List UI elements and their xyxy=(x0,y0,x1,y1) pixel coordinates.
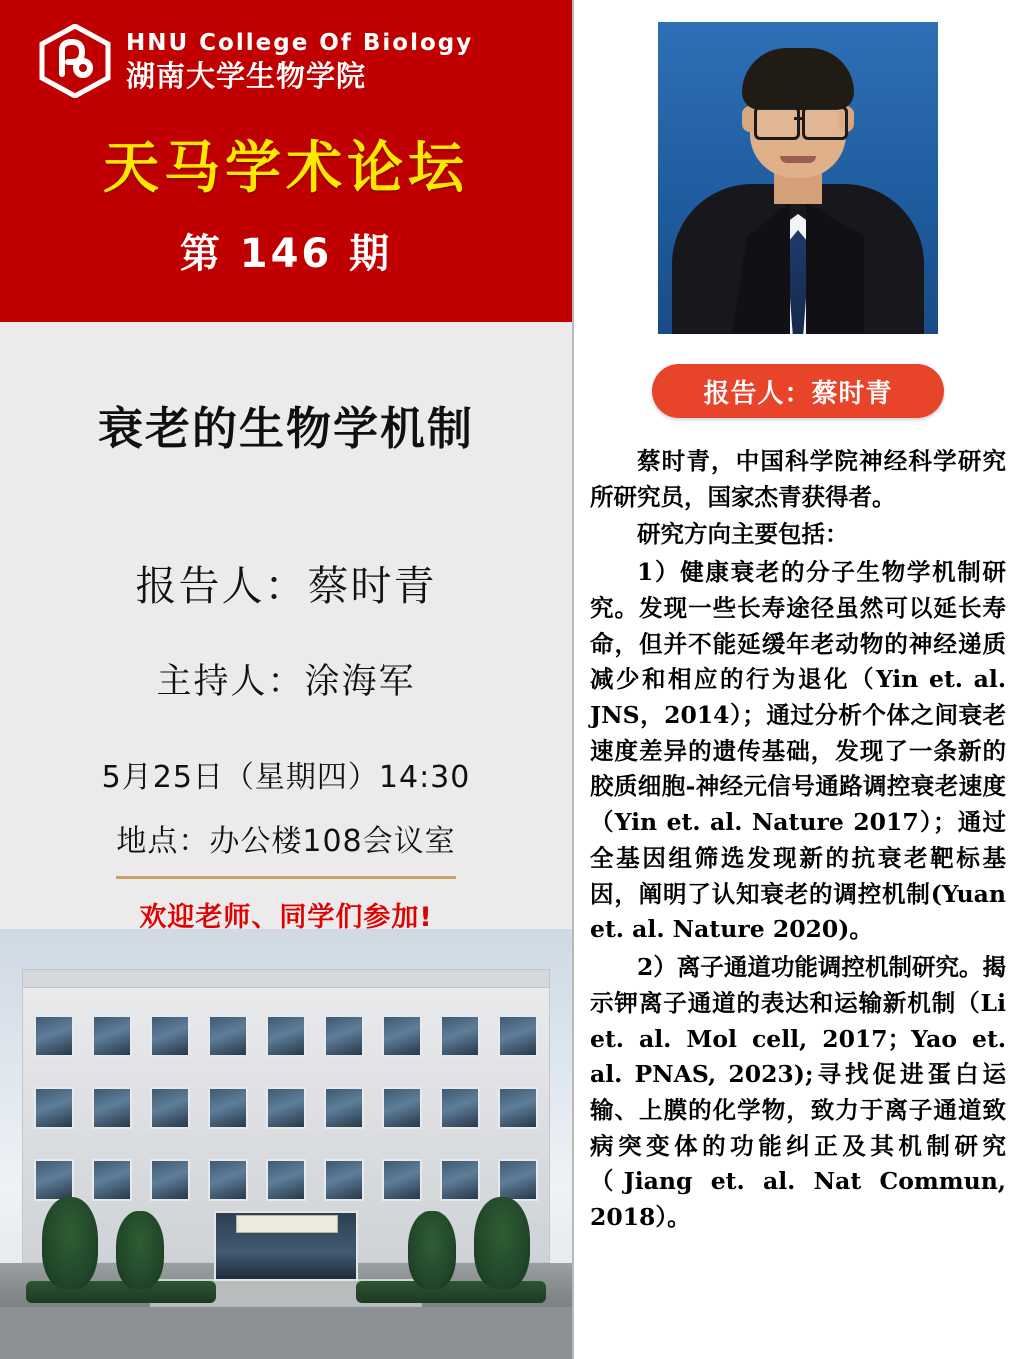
speaker-bio xyxy=(586,444,1010,1236)
window xyxy=(266,1087,306,1129)
window xyxy=(150,1087,190,1129)
poster-right-column xyxy=(572,0,1024,1359)
window xyxy=(382,1159,422,1201)
window xyxy=(440,1159,480,1201)
window xyxy=(324,1087,364,1129)
window xyxy=(150,1015,190,1057)
window xyxy=(208,1015,248,1057)
talk-info xyxy=(0,392,572,934)
bio-paragraph: 2）离子通道功能调控机制研究。揭示钾离子通道的表达和运输新机制（Li et. al. Mol cell, 2017；Yao et. al. PNAS, 2023);寻找促进蛋白运输、上膜的化学物，致力于离子通道致病突变体的功能纠正及其机制研究（Jiang et. al. Nat Commun, 2018）。 xyxy=(590,953,1006,1232)
portrait-glasses-left xyxy=(754,106,800,140)
portrait-glasses-bridge xyxy=(794,117,802,120)
bio-paragraph: 蔡时青，中国科学院神经科学研究所研究员，国家杰青获得者。 xyxy=(590,447,1006,511)
portrait-mouth xyxy=(780,156,816,163)
window-row xyxy=(34,1159,538,1201)
tree xyxy=(408,1211,456,1289)
window xyxy=(382,1087,422,1129)
divider-rule xyxy=(116,876,456,879)
bio-paragraph: 研究方向主要包括： xyxy=(637,520,849,549)
host-line: 主持人：涂海军 xyxy=(156,662,416,702)
talk-title: 衰老的生物学机制 xyxy=(97,402,474,455)
window xyxy=(34,1087,74,1129)
window xyxy=(208,1159,248,1201)
welcome-note: 欢迎老师、同学们参加! xyxy=(139,902,433,933)
window xyxy=(34,1159,74,1201)
window xyxy=(498,1087,538,1129)
window xyxy=(324,1015,364,1057)
building-photo xyxy=(0,929,572,1359)
window xyxy=(498,1159,538,1201)
window xyxy=(92,1015,132,1057)
speaker-portrait xyxy=(658,22,938,334)
window xyxy=(92,1159,132,1201)
portrait-glasses-right xyxy=(802,106,848,140)
window-row xyxy=(34,1087,538,1129)
window xyxy=(266,1159,306,1201)
tree xyxy=(42,1197,98,1289)
logo-text xyxy=(126,31,473,92)
portrait-hair xyxy=(742,48,854,110)
speaker-badge: 报告人：蔡时青 xyxy=(652,364,944,418)
speaker-line: 报告人：蔡时青 xyxy=(135,562,437,610)
window xyxy=(440,1087,480,1129)
window xyxy=(498,1015,538,1057)
window xyxy=(34,1015,74,1057)
window-row xyxy=(34,1015,538,1057)
window xyxy=(150,1159,190,1201)
window xyxy=(208,1087,248,1129)
logo-row xyxy=(0,0,572,98)
window xyxy=(92,1087,132,1129)
hnu-logo-icon xyxy=(38,24,112,98)
window xyxy=(440,1015,480,1057)
window xyxy=(382,1015,422,1057)
tree xyxy=(474,1197,530,1289)
plaza xyxy=(0,1307,572,1359)
window xyxy=(324,1159,364,1201)
bio-paragraph: 1）健康衰老的分子生物学机制研究。发现一些长寿途径虽然可以延长寿命，但并不能延缓年老动物的神经递质减少和相应的行为退化（Yin et. al. JNS，2014）；通过分析个体之间衰老速度差异的遗传基础，发现了一条新的胶质细胞-神经元信号通路调控衰老速度（Yin et. al. Nature 2017）；通过全基因组筛选发现新的抗衰老靶标基因，阐明了认知衰老的调控机制(Yuan et. al. Nature 2020)。 xyxy=(590,558,1006,944)
column-divider xyxy=(572,0,574,1359)
datetime-line: 5月25日（星期四）14:30 xyxy=(101,760,471,795)
window xyxy=(266,1015,306,1057)
venue-line: 地点：办公楼108会议室 xyxy=(116,824,456,859)
forum-title: 天马学术论坛 xyxy=(103,136,469,201)
logo-chinese: 湖南大学生物学院 xyxy=(126,58,367,93)
logo-english: HNU College Of Biology xyxy=(126,29,474,56)
header-red-band xyxy=(0,0,572,322)
tree xyxy=(116,1211,164,1289)
building-sign xyxy=(236,1215,338,1233)
forum-issue: 第 146 期 xyxy=(179,231,393,277)
